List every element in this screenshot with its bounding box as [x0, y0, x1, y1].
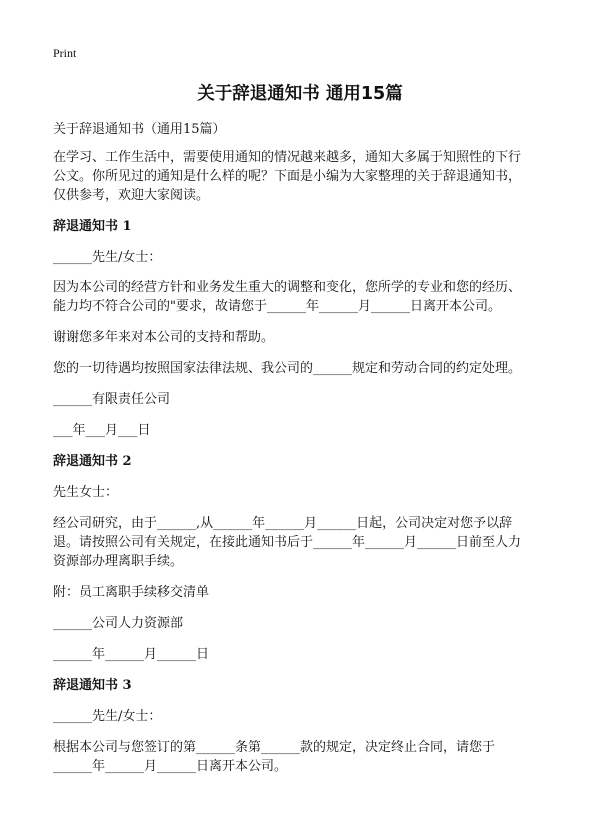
letter-heading: 辞退通知书 3	[53, 678, 132, 693]
print-label: Print	[53, 46, 77, 60]
letter-attachment: 附：员工离职手续移交清单	[53, 585, 210, 600]
body-line: 因为本公司的经营方针和业务发生重大的调整和变化，您所学的专业和您的经历、	[53, 280, 522, 295]
body-line: 资源部办理离职手续。	[53, 554, 184, 569]
body-line: 退。请按照公司有关规定，在接此通知书后于______年______月______日前至人力	[53, 535, 522, 550]
letter-heading: 辞退通知书 2	[53, 454, 132, 469]
letter-greeting: ______先生/女士：	[53, 709, 162, 724]
intro-line: 公文。你所见过的通知是什么样的呢？下面是小编为大家整理的关于辞退通知书，	[53, 169, 522, 184]
letter-signature: ______公司人力资源部	[53, 616, 184, 631]
letter-body	[53, 278, 553, 316]
document-subtitle: 关于辞退通知书（通用15篇）	[53, 122, 226, 137]
intro-paragraph	[53, 148, 553, 205]
letter-treatment: 您的一切待遇均按照国家法律法规、我公司的______规定和劳动合同的约定处理。	[53, 361, 522, 376]
page-title: 关于辞退通知书 通用15篇	[197, 84, 403, 104]
letter-body	[53, 738, 553, 776]
letter-body	[53, 514, 553, 571]
body-line: 根据本公司与您签订的第______条第______款的规定，决定终止合同，请您于	[53, 740, 496, 755]
body-line: 经公司研究，由于______,从______年______月______日起，公司决定对您予以辞	[53, 516, 513, 531]
intro-line: 仅供参考，欢迎大家阅读。	[53, 188, 210, 203]
letter-heading: 辞退通知书 1	[53, 219, 132, 234]
letter-thanks: 谢谢您多年来对本公司的支持和帮助。	[53, 330, 275, 345]
body-line: 能力均不符合公司的"要求，故请您于______年______月______日离开本公司。	[53, 299, 501, 314]
document-body	[53, 120, 553, 776]
body-line: ______年______月______日离开本公司。	[53, 759, 288, 774]
letter-greeting: 先生女士：	[53, 485, 119, 500]
letter-greeting: ______先生/女士：	[53, 250, 162, 265]
intro-line: 在学习、工作生活中，需要使用通知的情况越来越多，通知大多属于知照性的下行	[53, 150, 522, 165]
letter-signature: ______有限责任公司	[53, 392, 171, 407]
letter-date: ___年___月___日	[53, 423, 151, 438]
letter-date: ______年______月______日	[53, 647, 210, 662]
